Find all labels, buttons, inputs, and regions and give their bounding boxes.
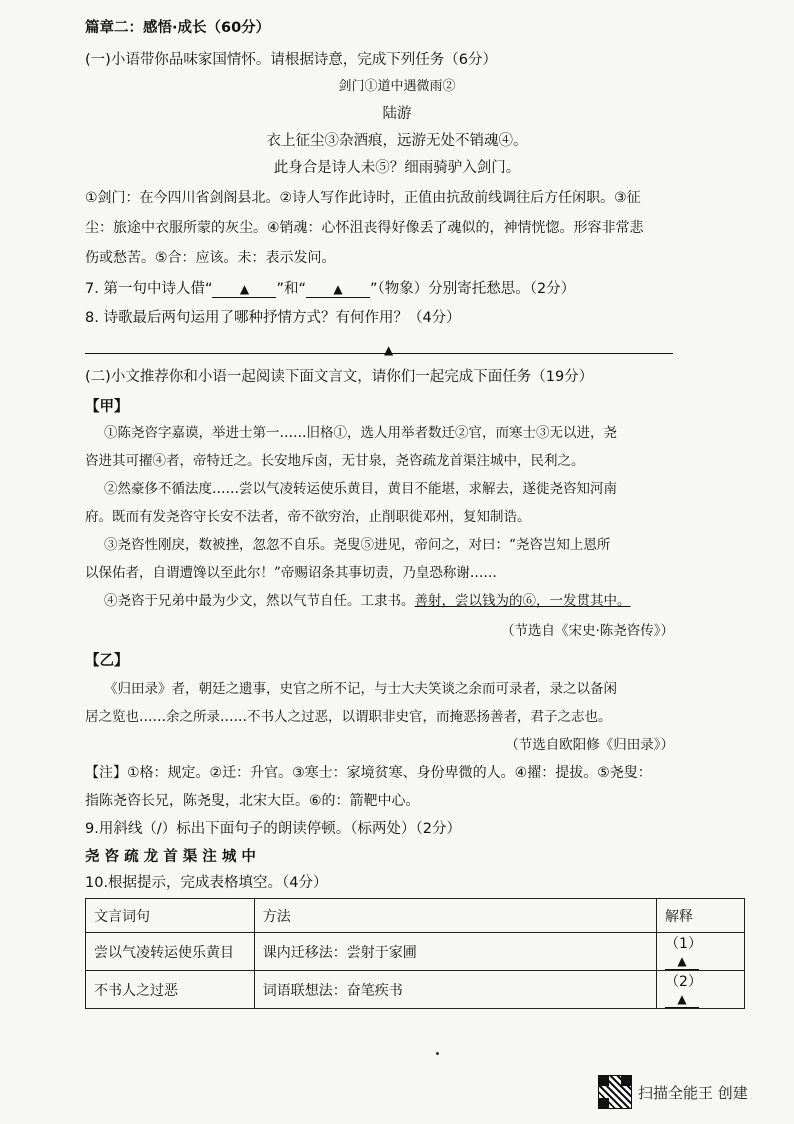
qr-code-icon [598,1075,632,1109]
table-cell-phrase: 不书人之过恶 [86,971,255,1009]
table-cell-answer[interactable] [657,933,745,971]
question-7 [85,279,575,299]
passage-yi-label: 【乙】 [85,653,129,669]
answer-blank-2[interactable] [665,991,699,1008]
q7-text-mid: ”和“ [276,281,306,297]
poem-notes-line-2: 尘：旅途中衣服所蒙的灰尘。④销魂：心怀沮丧得好像丢了魂似的，神情恍惚。形容非常悲 [85,220,644,236]
q10-table [85,898,745,1009]
q8-answer-line[interactable] [85,353,673,354]
jia-para2-line2: 府。既而有发尧咨守长安不法者，帝不欲穷治，止削职徙邓州，复知制诰。 [85,509,531,525]
table-cell-method: 词语联想法：奋笔疾书 [254,971,656,1009]
poem-line-2: 此身合是诗人未⑤？细雨骑驴入剑门。 [273,160,521,176]
jia-para4 [104,591,631,611]
q7-text-post: ”（物象）分别寄托愁思。（2分） [370,281,576,297]
jia-para4-underlined-sentence: 善射，尝以钱为的⑥，一发贯其中。 [414,593,631,609]
jia-para2-line1: ②然豪侈不循法度……尝以气凌转运使乐黄目，黄目不能堪，求解去，遂徙尧咨知河南 [104,481,617,497]
poem-author: 陆游 [382,106,412,122]
q7-text-pre: 7. 第一句中诗人借“ [85,281,213,297]
question-8: 8. 诗歌最后两句运用了哪种抒情方式？有何作用？（4分） [85,310,461,326]
part2-intro: (二)小文推荐你和小语一起阅读下面文言文，请你们一起完成下面任务（19分） [85,369,594,385]
table-header-cell: 文言词句 [86,899,255,933]
jia-para4-text: ④尧咨于兄弟中最为少文，然以气节自任。工隶书。 [104,593,415,609]
passage-jia-label: 【甲】 [85,399,129,415]
table-header-row [86,899,745,933]
answer-number: （2） [665,974,702,990]
jia-para3-line1: ③尧咨性刚戾，数被挫，忽忽不自乐。尧叟⑤进见，帝问之，对曰：“尧咨岂知上恩所 [104,537,611,553]
table-cell-method: 课内迁移法：尝射于家圃 [254,933,656,971]
q9-sentence[interactable]: 尧 咨 疏 龙 首 渠 注 城 中 [85,848,256,865]
yi-source: （节选自欧阳修《归田录》） [505,737,674,753]
poem-notes-line-1: ①剑门：在今四川省剑阁县北。②诗人写作此诗时，正值由抗敌前线调往后方任闲职。③征 [85,190,641,206]
poem-notes-line-3: 伤或愁苦。⑤合：应该。未：表示发问。 [85,250,336,266]
table-header-cell: 方法 [254,899,656,933]
q7-answer-blank-2[interactable] [306,281,370,298]
answer-number: （1） [665,936,702,952]
question-10: 10.根据提示，完成表格填空。（4分） [85,875,328,891]
chapter-title: 篇章二：感悟·成长（60分） [85,20,271,36]
yi-line2: 居之览也……余之所录……不书人之过恶，以谓职非史官，而掩恶扬善者，君子之志也。 [85,709,612,725]
part1-intro: (一)小语带你品味家国情怀。请根据诗意，完成下列任务（6分） [85,52,498,68]
blank-marker: ▲ [333,282,343,296]
table-cell-answer[interactable] [657,971,745,1009]
jia-source: （节选自《宋史·陈尧咨传》） [500,623,674,639]
poem-line-1: 衣上征尘③杂酒痕，远游无处不销魂④。 [266,133,528,149]
poem-title: 剑门①道中遇微雨② [338,79,456,94]
answer-blank-1[interactable] [665,953,699,970]
question-9: 9.用斜线（/）标出下面句子的朗读停顿。（标两处）（2分） [85,821,461,837]
yi-line1: 《归田录》者，朝廷之遗事，史官之所不记，与士大夫笑谈之余而可录者，录之以备闲 [104,681,617,697]
blank-marker: ▲ [677,992,687,1006]
table-row [86,933,745,971]
jia-para1-line2: 咨进其可擢④者，帝特迁之。长安地斥卤，无甘泉，尧咨疏龙首渠注城中，民利之。 [85,453,585,469]
table-cell-phrase: 尝以气凌转运使乐黄目 [86,933,255,971]
passage-notes-line1: 【注】①格：规定。②迁：升官。③寒士：家境贫寒、身份卑微的人。④擢：提拔。⑤尧叟： [85,765,652,781]
blank-marker: ▲ [239,282,250,296]
scan-speck [436,1052,439,1055]
jia-para3-line2: 以保佑者，自谓遭馋以至此尔！”帝赐诏条其事切责，乃皇恐称谢…… [85,565,497,581]
q7-answer-blank-1[interactable] [212,281,276,298]
passage-notes-line2: 指陈尧咨长兄，陈尧叟，北宋大臣。⑥的：箭靶中心。 [85,793,420,809]
jia-para1-line1: ①陈尧咨字嘉谟，举进士第一……旧格①，选人用举者数迁②官，而寒士③无以进，尧 [104,425,617,441]
table-header-cell: 解释 [657,899,745,933]
table-row [86,971,745,1009]
scanner-watermark: 扫描全能王 创建 [638,1084,748,1102]
blank-marker: ▲ [677,954,687,968]
q8-blank-marker: ▲ [384,343,394,357]
